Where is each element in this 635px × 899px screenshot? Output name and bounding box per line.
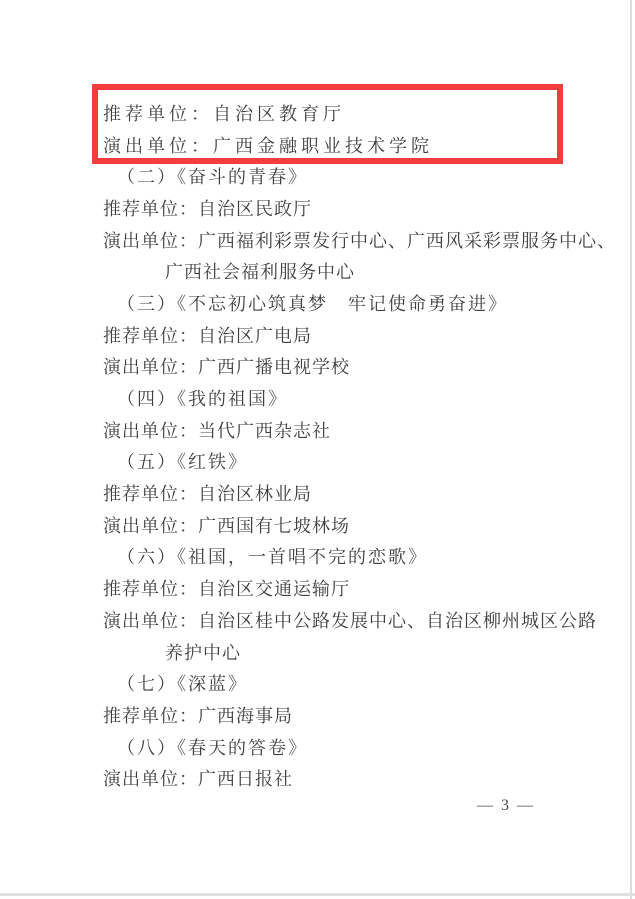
page-edge-bottom [0,893,635,896]
recommend-unit-line: 推荐单位：自治区民政厅 [103,198,312,219]
page-number: — 3 — [477,797,535,814]
perform-unit-line: 演出单位：广西福利彩票发行中心、广西风采彩票服务中心、 [103,230,616,251]
recommend-unit-line: 推荐单位：自治区林业局 [103,484,312,505]
recommend-unit-line: 推荐单位：自治区广电局 [103,325,312,346]
continuation-line: 养护中心 [165,642,241,663]
program-title-line: （八）《春天的答卷》 [117,737,308,758]
page-edge-right [630,0,632,899]
continuation-line: 广西社会福利服务中心 [165,262,355,283]
program-title-line: （七）《深蓝》 [117,674,248,695]
perform-unit-line: 演出单位：广西日报社 [103,769,293,790]
program-title-line: （三）《不忘初心筑真梦 牢记使命勇奋进》 [117,293,508,314]
perform-unit-line: 演出单位：广西金融职业技术学院 [103,135,433,156]
program-title-line: （五）《红铁》 [117,452,248,473]
document-body [0,97,635,794]
recommend-unit-line: 推荐单位：广西海事局 [103,705,293,726]
perform-unit-line: 演出单位：当代广西杂志社 [103,420,331,441]
recommend-unit-line: 推荐单位：自治区交通运输厅 [103,579,350,600]
program-title-line: （四）《我的祖国》 [117,389,288,410]
perform-unit-line: 演出单位：广西广播电视学校 [103,357,350,378]
perform-unit-line: 演出单位：广西国有七坡林场 [103,515,350,536]
program-title-line: （六）《祖国，一首唱不完的恋歌》 [117,547,428,568]
program-title-line: （二）《奋斗的青春》 [117,167,308,188]
perform-unit-line: 演出单位：自治区桂中公路发展中心、自治区柳州城区公路 [103,610,597,631]
recommend-unit-line: 推荐单位：自治区教育厅 [103,103,345,124]
